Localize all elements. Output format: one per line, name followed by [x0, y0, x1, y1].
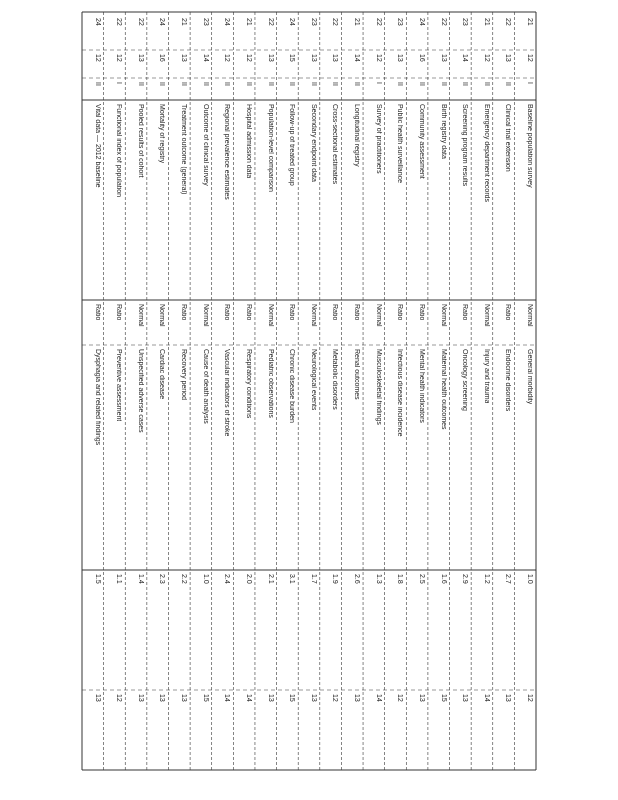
table-cell-col-g: 24 — [417, 18, 425, 26]
table-cell-col-d: Normal — [201, 304, 209, 327]
table-cell-col-a: 12 — [331, 694, 339, 702]
table-cell-col-g: 23 — [396, 18, 404, 26]
table-cell-col-d: Normal — [482, 304, 490, 327]
table-cell-col-d: Normal — [526, 304, 533, 327]
table-cell-col-e: Regional prevalence estimates — [223, 104, 231, 200]
table-cell-col-f: I — [526, 82, 533, 84]
table-cell-col-c: Injury and trauma — [482, 349, 490, 404]
table-cell-col-d: Ratio — [244, 304, 252, 321]
table-cell-col-c: Renal outcomes — [353, 349, 361, 400]
table-cell-col-g: 21 — [244, 18, 252, 26]
table-cell-col-g: 22 — [331, 18, 339, 26]
table-cell-col-b: 2.0 — [244, 574, 252, 584]
table-cell-col-f: II — [439, 82, 447, 86]
table-cell-col-c: Recovery period — [180, 349, 188, 400]
table-cell-col-d: Ratio — [288, 304, 296, 321]
table-cell-col-e: Secondary endpoint data — [309, 104, 317, 182]
table-cell-col-b: 1.7 — [309, 574, 317, 584]
table-cell-col-a: 13 — [93, 694, 101, 702]
table-cell-col-d: Ratio — [396, 304, 404, 321]
table-cell-col-c: Vascular indicators of stroke — [223, 349, 231, 437]
table-cell-col-c: Musculoskeletal findings — [374, 349, 382, 425]
table-cell-col-b: 2.1 — [266, 574, 274, 584]
table-cell-col-b: 3.1 — [288, 574, 296, 584]
table-cell-col-d: Normal — [309, 304, 317, 327]
table-cell-col-e: Clinical trial extension — [504, 104, 512, 172]
table-cell-col-b: 1.2 — [482, 574, 490, 584]
table-cell-col-h: 12 — [374, 54, 382, 62]
table-cell-col-d: Normal — [158, 304, 166, 327]
table-cell-col-d: Ratio — [353, 304, 361, 321]
table-cell-col-d: Ratio — [93, 304, 101, 321]
table-cell-col-e: Vital data — 2012 baseline — [93, 104, 101, 188]
table-cell-col-c: Endocrine disorders — [504, 349, 512, 412]
table-cell-col-f: II — [309, 82, 317, 86]
table-cell-col-g: 22 — [115, 18, 123, 26]
table-cell-col-g: 24 — [158, 18, 166, 26]
table-cell-col-g: 22 — [136, 18, 144, 26]
table-cell-col-g: 22 — [439, 18, 447, 26]
table-cell-col-b: 1.0 — [201, 574, 209, 584]
table-cell-col-f: II — [353, 82, 361, 86]
table-cell-col-e: Population-level comparison — [266, 104, 274, 192]
table-cell-col-f: II — [158, 82, 166, 86]
table-cell-col-d: Ratio — [223, 304, 231, 321]
table-cell-col-c: Chronic disease burden — [288, 349, 296, 423]
table-cell-col-b: 1.3 — [374, 574, 382, 584]
table-cell-col-b: 1.0 — [526, 574, 533, 584]
table-cell-col-g: 21 — [526, 18, 533, 26]
table-cell-col-h: 13 — [309, 54, 317, 62]
table-cell-col-c: Dysphagia and related findings — [93, 349, 101, 446]
table-cell-col-f: II — [136, 82, 144, 86]
table-cell-col-h: 13 — [266, 54, 274, 62]
table-cell-col-h: 12 — [526, 54, 533, 62]
table-cell-col-g: 22 — [374, 18, 382, 26]
table-cell-col-b: 2.3 — [158, 574, 166, 584]
table-cell-col-c: Cause of death analysis — [201, 349, 209, 424]
table-cell-col-d: Ratio — [115, 304, 123, 321]
table-cell-col-g: 21 — [482, 18, 490, 26]
table-cell-col-a: 12 — [115, 694, 123, 702]
table-cell-col-f: II — [417, 82, 425, 86]
table-cell-col-h: 15 — [288, 54, 296, 62]
table-cell-col-d: Ratio — [504, 304, 512, 321]
table-cell-col-e: Outcome of clinical survey — [201, 104, 209, 186]
table-cell-col-c: General morbidity — [526, 349, 533, 405]
table-cell-col-c: Maternal health outcomes — [439, 349, 447, 430]
table-cell-col-f: II — [482, 82, 490, 86]
table-cell-col-h: 12 — [93, 54, 101, 62]
table-cell-col-g: 23 — [309, 18, 317, 26]
table-cell-col-h: 16 — [417, 54, 425, 62]
table-cell-col-e: Emergency department records — [482, 104, 490, 203]
table-cell-col-a: 13 — [461, 694, 469, 702]
table-cell-col-d: Ratio — [331, 304, 339, 321]
table-cell-col-e: Longitudinal registry — [353, 104, 361, 167]
table-cell-col-h: 13 — [439, 54, 447, 62]
table-cell-col-e: Screening program results — [461, 104, 469, 187]
table-cell-col-a: 15 — [439, 694, 447, 702]
table-cell-col-e: Pooled results of cohort — [136, 104, 144, 178]
table-cell-col-f: II — [180, 82, 188, 86]
table-cell-col-f: II — [396, 82, 404, 86]
table-cell-col-d: Normal — [266, 304, 274, 327]
table-cell-col-d: Normal — [136, 304, 144, 327]
table-cell-col-e: Survey of practitioners — [374, 104, 382, 174]
table-cell-col-c: Unspecified adverse cases — [136, 349, 144, 433]
table-cell-col-a: 14 — [244, 694, 252, 702]
table-cell-col-e: Hospital admission data — [244, 104, 252, 179]
table-cell-col-b: 1.4 — [136, 574, 144, 584]
table-cell-col-b: 2.4 — [223, 574, 231, 584]
table-cell-col-f: II — [461, 82, 469, 86]
table-cell-col-h: 14 — [461, 54, 469, 62]
table-cell-col-f: II — [288, 82, 296, 86]
table-cell-col-g: 22 — [266, 18, 274, 26]
table-cell-col-b: 1.5 — [93, 574, 101, 584]
table-cell-col-h: 12 — [482, 54, 490, 62]
table-cell-col-c: Pediatric observations — [266, 349, 274, 418]
table-cell-col-f: I — [374, 82, 382, 84]
table-cell-col-g: 24 — [288, 18, 296, 26]
table-cell-col-a: 12 — [526, 694, 533, 702]
table-cell-col-b: 1.1 — [115, 574, 123, 584]
table-cell-col-a: 14 — [223, 694, 231, 702]
table-cell-col-b: 1.6 — [439, 574, 447, 584]
table-cell-col-h: 13 — [396, 54, 404, 62]
table-cell-col-h: 14 — [353, 54, 361, 62]
table-cell-col-f: II — [223, 82, 231, 86]
table-cell-col-h: 14 — [201, 54, 209, 62]
table-cell-col-c: Respiratory conditions — [244, 349, 252, 419]
table-cell-col-a: 15 — [288, 694, 296, 702]
table-cell-col-f: II — [331, 82, 339, 86]
table-cell-col-a: 13 — [136, 694, 144, 702]
table-cell-col-e: Community assessment — [417, 104, 425, 179]
table-cell-col-b: 1.9 — [331, 574, 339, 584]
table-cell-col-b: 2.6 — [353, 574, 361, 584]
table-cell-col-e: Birth registry data — [439, 104, 447, 159]
table-cell-col-c: Mental health indicators — [417, 349, 425, 423]
table-cell-col-a: 13 — [417, 694, 425, 702]
table-cell-col-g: 24 — [93, 18, 101, 26]
table-cell-col-h: 13 — [180, 54, 188, 62]
table-cell-col-c: Metabolic disorders — [331, 349, 339, 410]
table-cell-col-g: 23 — [201, 18, 209, 26]
table-cell-col-e: Functional index of population — [115, 104, 123, 198]
table-cell-col-a: 13 — [266, 694, 274, 702]
table-cell-col-a: 13 — [504, 694, 512, 702]
table-cell-col-d: Normal — [439, 304, 447, 327]
table-cell-col-b: 2.9 — [461, 574, 469, 584]
table-cell-col-d: Ratio — [461, 304, 469, 321]
table-cell-col-e: Treatment outcome (general) — [180, 104, 188, 195]
table-cell-col-h: 13 — [331, 54, 339, 62]
table-cell-col-a: 12 — [396, 694, 404, 702]
table-cell-col-b: 2.2 — [180, 574, 188, 584]
table-cell-col-d: Ratio — [417, 304, 425, 321]
table-cell-col-a: 13 — [309, 694, 317, 702]
table-cell-col-g: 21 — [353, 18, 361, 26]
table-cell-col-a: 15 — [201, 694, 209, 702]
table-cell-col-b: 2.7 — [504, 574, 512, 584]
table-cell-col-h: 16 — [158, 54, 166, 62]
table-cell-col-e: Follow-up of treated group — [288, 104, 296, 186]
table-cell-col-b: 2.5 — [417, 574, 425, 584]
table-cell-col-a: 14 — [482, 694, 490, 702]
table-cell-col-e: Mortality of registry — [158, 104, 166, 164]
table-cell-col-g: 24 — [223, 18, 231, 26]
table-cell-col-c: Infectious disease incidence — [396, 349, 404, 437]
table-cell-col-c: Preventive assessment — [115, 349, 123, 422]
table-cell-col-h: 12 — [244, 54, 252, 62]
table-cell-col-g: 21 — [180, 18, 188, 26]
table-cell-col-h: 12 — [115, 54, 123, 62]
table-cell-col-c: Oncology screening — [461, 349, 469, 411]
table-cell-col-h: 13 — [136, 54, 144, 62]
table-cell-col-a: 13 — [353, 694, 361, 702]
table-cell-col-f: II — [201, 82, 209, 86]
table-cell-col-g: 23 — [461, 18, 469, 26]
table-cell-col-d: Ratio — [180, 304, 188, 321]
table-cell-col-c: Cardiac disease — [158, 349, 166, 400]
table-cell-col-f: II — [93, 82, 101, 86]
table-cell-col-a: 13 — [158, 694, 166, 702]
table-cell-col-f: II — [504, 82, 512, 86]
table-cell-col-a: 14 — [374, 694, 382, 702]
table-cell-col-e: Baseline population survey — [526, 104, 533, 188]
table-cell-col-f: II — [266, 82, 274, 86]
table-cell-col-g: 22 — [504, 18, 512, 26]
table-cell-col-e: Public health surveillance — [396, 104, 404, 183]
table-cell-col-h: 12 — [223, 54, 231, 62]
table-cell-col-c: Neurological events — [309, 349, 317, 411]
table-cell-col-e: Cross-sectional estimates — [331, 104, 339, 185]
table-cell-col-f: II — [244, 82, 252, 86]
table-cell-col-f: I — [115, 82, 123, 84]
table-cell-col-b: 1.8 — [396, 574, 404, 584]
table-cell-col-a: 13 — [180, 694, 188, 702]
table-cell-col-h: 13 — [504, 54, 512, 62]
table-cell-col-d: Normal — [374, 304, 382, 327]
